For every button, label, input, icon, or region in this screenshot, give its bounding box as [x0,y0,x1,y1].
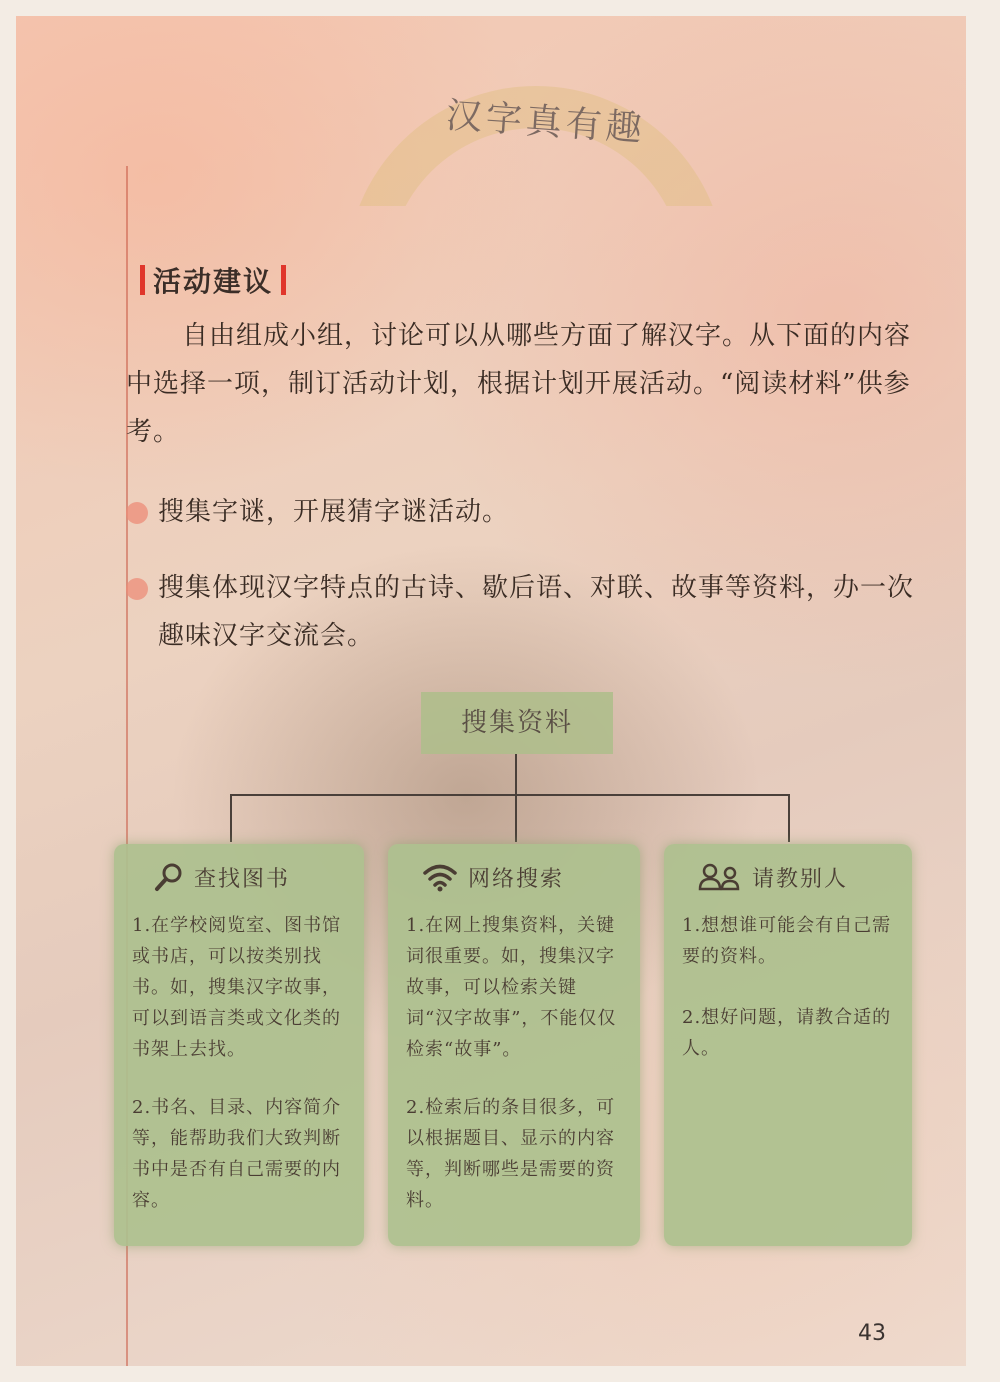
page-title: 汉字真有趣 [444,95,647,150]
wifi-icon [422,862,458,898]
bullet-text: 搜集字谜，开展猜字谜活动。 [158,497,510,527]
connector-line [515,794,517,842]
diagram-root-box: 搜集资料 [421,692,613,754]
card-paragraph-2: 2.想好问题，请教合适的人。 [682,1007,892,1059]
bullet-item-1 [126,488,926,536]
bullet-item-2 [126,564,926,660]
connector-line [515,754,517,796]
textbook-page [16,16,966,1366]
bullet-dot-icon [126,578,148,600]
connector-line [230,794,232,842]
magnifier-icon [154,862,184,898]
card-paragraph-1: 1.在学校阅览室、图书馆或书店，可以按类别找书。如，搜集汉字故事，可以到语言类或文化类的书架上去找。 [132,915,342,1060]
card-title: 网络搜索 [468,867,565,892]
section-heading-text: 活动建议 [153,265,274,298]
card-ask-others [664,844,912,1246]
card-title: 查找图书 [194,867,291,892]
card-header [422,862,564,898]
bullet-dot-icon [126,502,148,524]
connector-line [788,794,790,842]
section-heading [132,260,294,300]
card-paragraph-1: 1.想想谁可能会有自己需要的资料。 [682,915,892,967]
heading-bar-left [140,265,145,295]
page-number: 43 [858,1321,886,1346]
card-paragraph-1: 1.在网上搜集资料，关键词很重要。如，搜集汉字故事，可以检索关键词“汉字故事”，不能仅仅检索“故事”。 [406,915,617,1060]
card-paragraph-2: 2.检索后的条目很多，可以根据题目、显示的内容等，判断哪些是需要的资料。 [406,1097,616,1211]
card-find-books [114,844,364,1246]
people-icon [698,862,742,898]
card-header [154,862,290,898]
bullet-text: 搜集体现汉字特点的古诗、歇后语、对联、故事等资料，办一次趣味汉字交流会。 [158,573,915,651]
heading-bar-right [281,265,286,295]
card-header [698,862,848,898]
connector-line [230,794,790,796]
card-web-search [388,844,640,1246]
card-paragraph-2: 2.书名、目录、内容简介等，能帮助我们大致判断书中是否有自己需要的内容。 [132,1097,342,1211]
card-title: 请教别人 [752,867,849,892]
intro-paragraph: 自由组成小组，讨论可以从哪些方面了解汉字。从下面的内容中选择一项，制订活动计划，根据计划开展活动。“阅读材料”供参考。 [126,321,912,447]
